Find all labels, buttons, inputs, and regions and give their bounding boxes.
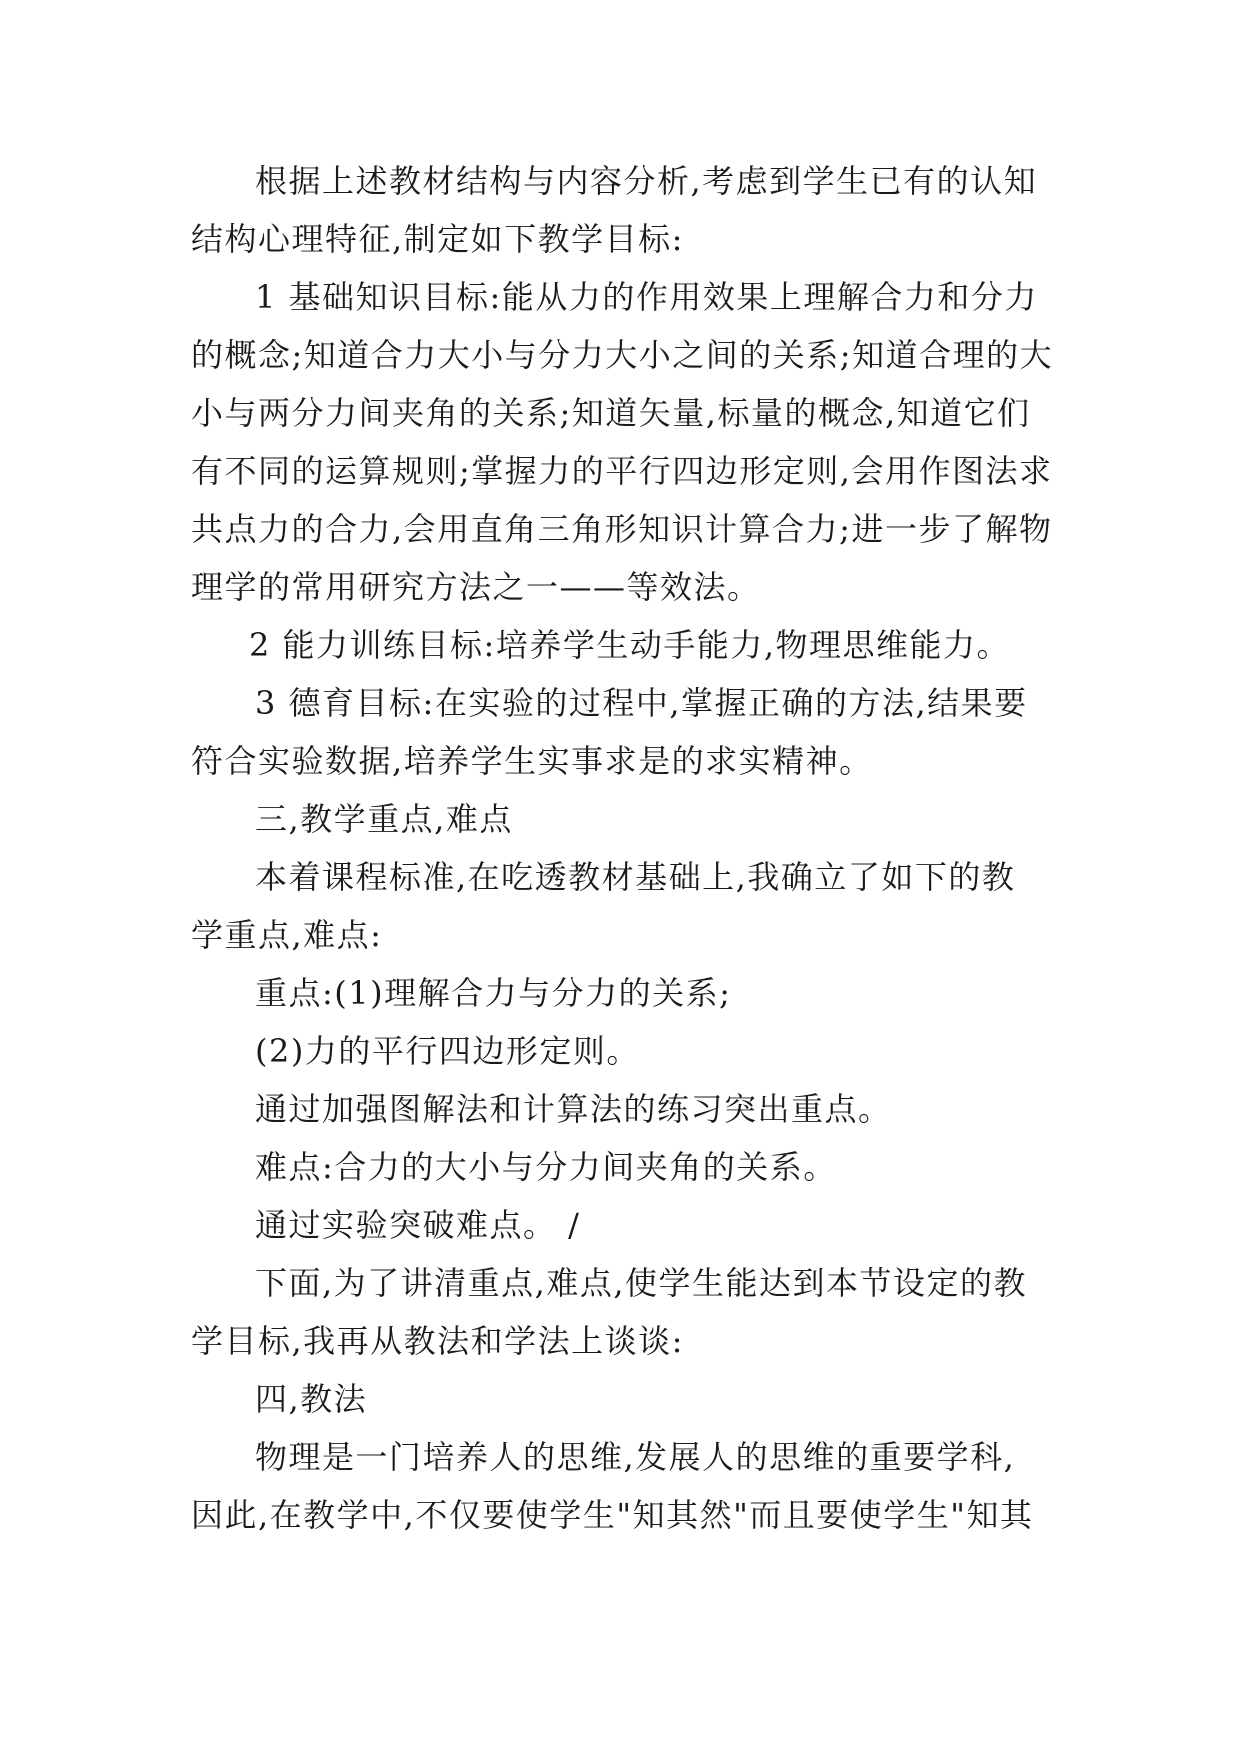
text-line: 通过实验突破难点。 / xyxy=(255,1206,581,1244)
text-line: 共点力的合力,会用直角三角形知识计算合力;进一步了解物 xyxy=(191,510,1053,548)
text-line: 因此,在教学中,不仅要使学生"知其然"而且要使学生"知其 xyxy=(191,1496,1034,1534)
text-line: 理学的常用研究方法之一——等效法。 xyxy=(191,568,761,606)
section-heading: 四,教法 xyxy=(255,1380,368,1418)
text-line: 通过加强图解法和计算法的练习突出重点。 xyxy=(255,1090,892,1128)
text-line: 物理是一门培养人的思维,发展人的思维的重要学科, xyxy=(255,1438,1016,1476)
text-line: 学重点,难点: xyxy=(191,916,383,954)
text-line: 本着课程标准,在吃透教材基础上,我确立了如下的教 xyxy=(255,858,1016,896)
text-line: 下面,为了讲清重点,难点,使学生能达到本节设定的教 xyxy=(255,1264,1028,1302)
document-body xyxy=(191,152,1071,1544)
text-line: 学目标,我再从教法和学法上谈谈: xyxy=(191,1322,684,1360)
text-line: 有不同的运算规则;掌握力的平行四边形定则,会用作图法求 xyxy=(191,452,1053,490)
text-line: 小与两分力间夹角的关系;知道矢量,标量的概念,知道它们 xyxy=(191,394,1031,432)
text-line: (2)力的平行四边形定则。 xyxy=(255,1032,640,1070)
text-line: 难点:合力的大小与分力间夹角的关系。 xyxy=(255,1148,837,1186)
text-line: 1 基础知识目标:能从力的作用效果上理解合力和分力 xyxy=(255,278,1038,316)
text-line: 2 能力训练目标:培养学生动手能力,物理思维能力。 xyxy=(249,626,1010,664)
text-line: 结构心理特征,制定如下教学目标: xyxy=(191,220,684,258)
text-line: 重点:(1)理解合力与分力的关系; xyxy=(255,974,732,1012)
text-line: 的概念;知道合力大小与分力大小之间的关系;知道合理的大 xyxy=(191,336,1054,374)
text-line: 根据上述教材结构与内容分析,考虑到学生已有的认知 xyxy=(255,162,1038,200)
text-line: 符合实验数据,培养学生实事求是的求实精神。 xyxy=(191,742,873,780)
section-heading: 三,教学重点,难点 xyxy=(255,800,513,838)
text-line: 3 德育目标:在实验的过程中,掌握正确的方法,结果要 xyxy=(255,684,1028,722)
